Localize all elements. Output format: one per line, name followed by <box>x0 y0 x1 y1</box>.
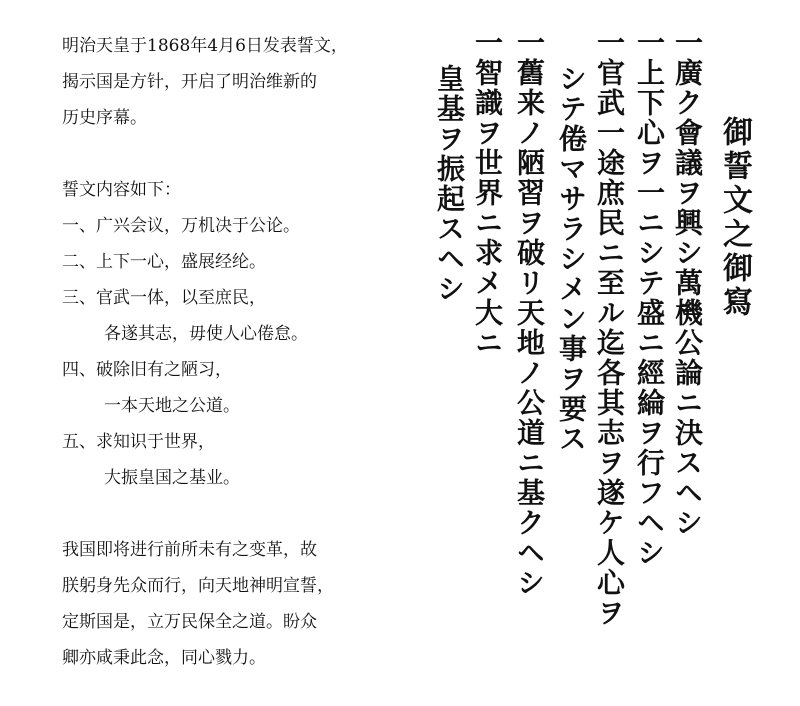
manuscript-column: シテ倦マサラシメン事ヲ要ス <box>555 64 588 454</box>
closing-line: 朕躬身先众而行，向天地神明宣誓， <box>62 576 334 596</box>
oath-item: 大振皇国之基业。 <box>104 468 240 488</box>
oath-item: 一、广兴会议，万机决于公论。 <box>62 216 300 236</box>
manuscript-column: 一官武一途庶民ニ至ル迄各其志ヲ遂ケ人心ヲ <box>593 28 626 628</box>
oath-item: 一本天地之公道。 <box>104 396 240 416</box>
oath-item: 四、破除旧有之陋习， <box>62 360 232 380</box>
closing-line: 卿亦咸秉此念，同心戮力。 <box>62 648 266 668</box>
closing-line: 我国即将进行前所未有之变革，故 <box>62 540 317 560</box>
manuscript-column: 一上下心ヲ一ニシテ盛ニ經綸ヲ行フヘシ <box>633 28 666 568</box>
oath-heading: 誓文内容如下： <box>62 180 181 200</box>
manuscript-column: 皇基ヲ振起スヘシ <box>433 64 466 304</box>
manuscript-column: 一舊来ノ陋習ヲ破リ天地ノ公道ニ基クヘシ <box>513 28 546 598</box>
intro-line: 历史序幕。 <box>62 108 147 128</box>
intro-line: 揭示国是方针，开启了明治维新的 <box>62 72 317 92</box>
oath-item: 五、求知识于世界， <box>62 432 215 452</box>
oath-item: 各遂其志，毋使人心倦怠。 <box>104 324 308 344</box>
original-manuscript <box>420 28 800 698</box>
manuscript-column: 一廣ク會議ヲ興シ萬機公論ニ決スヘシ <box>671 28 704 538</box>
translation-text <box>62 28 422 676</box>
intro-line: 明治天皇于1868年4月6日发表誓文， <box>62 36 348 56</box>
oath-item: 二、上下一心，盛展经纶。 <box>62 252 266 272</box>
manuscript-title: 御誓文之御寫 <box>717 116 752 320</box>
oath-item: 三、官武一体，以至庶民， <box>62 288 266 308</box>
manuscript-column: 一智識ヲ世界ニ求メ大ニ <box>471 28 504 358</box>
closing-line: 定斯国是，立万民保全之道。盼众 <box>62 612 317 632</box>
